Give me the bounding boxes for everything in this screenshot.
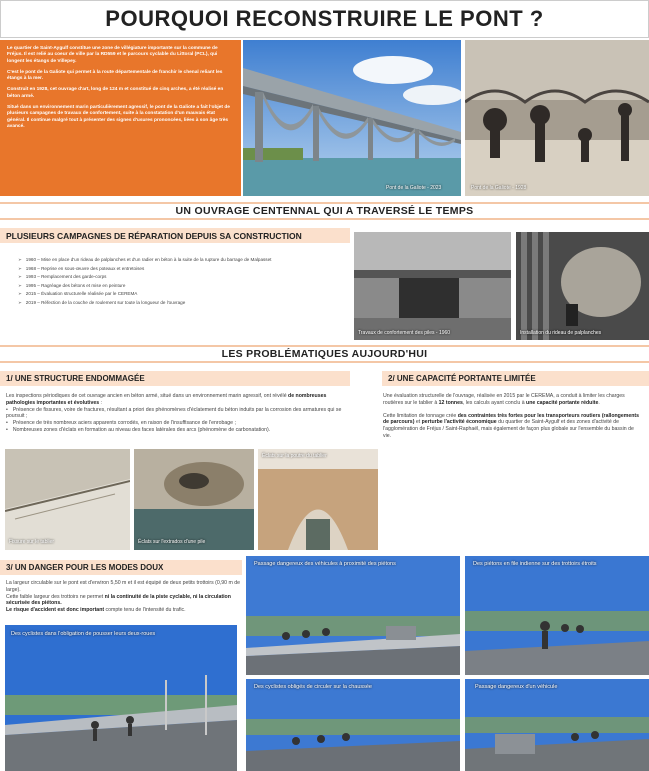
- campaigns-heading: PLUSIEURS CAMPAGNES DE RÉPARATION DEPUIS SA CONSTRUCTION: [0, 228, 350, 243]
- works-1960-illustration: [354, 232, 511, 340]
- campaign-item: ➢ 1960 – Mise en place d'un rideau de palplanches et d'un radier en béton à la suite de la rupture du barrage de Malpasset: [18, 256, 348, 265]
- caption-bridge-2023: Pont de la Galiote - 2023: [386, 185, 442, 191]
- intro-panel: [0, 40, 241, 196]
- pietons-file-illustration: [465, 556, 649, 675]
- photo-rideau: [516, 232, 649, 340]
- photo-works-1960: [354, 232, 511, 340]
- caption-eclats-tablier: Éclats sur la poutre du tablier: [262, 453, 327, 459]
- structure-text: [6, 393, 354, 434]
- photo-fissure: [5, 449, 130, 550]
- campaign-item: ➢ 1968 – Reprise en sous-œuvre des poteaux et entretoises: [18, 265, 348, 274]
- campaigns-list: [18, 256, 348, 307]
- caption-bridge-1928: Pont de la Galiote - 1928: [471, 185, 527, 191]
- capacity-p2-d: perturbe l'activité économique: [421, 419, 497, 426]
- capacity-p2-b: des contraintes très fortes pour les transporteurs routiers (rallongements de parcours): [383, 412, 640, 426]
- danger-p1-c: ni la continuité de la piste cyclable, ni la circulation sécurisée des piétons.: [6, 593, 231, 607]
- caption-cyclistes-pousser: Des cyclistes dans l'obligation de pousser leurs deux-roues: [11, 631, 156, 637]
- danger-p1-e: compte tenu de l'intensité du trafic.: [104, 607, 186, 614]
- section-band-centennial: [0, 202, 649, 220]
- pietons-danger-illustration: [246, 556, 460, 675]
- intro-p2: C'est le pont de la Galiote qui permet à la route départementale de franchir le chenal reliant les étangs à la mer.: [7, 69, 223, 82]
- capacity-p1-a: Une évaluation structurelle de l'ouvrage, réalisée en 2015 par le CEREMA, a conduit à limiter les charges routières sur le tablier à: [383, 393, 625, 406]
- bridge-2023-illustration: [243, 40, 461, 196]
- vehicule-illustration: [465, 679, 649, 771]
- capacity-text: [383, 393, 643, 440]
- photo-pietons-file: [465, 556, 649, 675]
- campaign-item: ➢ 2019 – Réfection de la couche de roulement sur toute la longueur de l'ouvrage: [18, 299, 348, 308]
- structure-intro-c: :: [99, 399, 102, 406]
- photo-bridge-1928: [465, 40, 649, 196]
- section-band-issues: [0, 345, 649, 363]
- caption-fissure: Fissure sur le tablier: [9, 539, 55, 545]
- caption-works-1960: Travaux de confortement des piles - 1960: [358, 330, 451, 336]
- capacity-p1-e: .: [598, 399, 600, 406]
- structure-intro-a: Les inspections périodiques de cet ouvrage ancien en béton armé, situé dans un environnement marin agressif, ont révélé: [6, 393, 289, 399]
- photo-pietons-danger: [246, 556, 460, 675]
- eclats-arc-illustration: [134, 449, 254, 550]
- photo-bridge-2023: [243, 40, 461, 196]
- structure-bullet: • Présence de fissures, voire de fractures, résultant a priori des phénomènes d'éclatement du béton induits par la corrosion des armatures qui se poursuit ;: [6, 407, 354, 421]
- capacity-p1-c: , les calculs ayant conclu à: [462, 399, 527, 406]
- campaign-item: ➢ 2015 – Évaluation structurelle réalisée par le CEREMA: [18, 290, 348, 299]
- caption-eclats-arc: Éclats sur l'extrados d'une pile: [138, 539, 206, 545]
- capacity-p2-c: et: [414, 419, 422, 426]
- capacity-p1: [383, 393, 643, 407]
- photo-vehicule: [465, 679, 649, 771]
- band-centennial-text: UN OUVRAGE CENTENNAL QUI A TRAVERSÉ LE TEMPS: [175, 205, 474, 217]
- cyclistes-pousser-illustration: [5, 625, 237, 771]
- capacity-p1-b: 12 tonnes: [438, 399, 463, 406]
- danger-heading: 3/ UN DANGER POUR LES MODES DOUX: [0, 560, 242, 575]
- danger-p1-d: Le risque d'accident est donc important: [6, 607, 105, 614]
- page-title: POURQUOI RECONSTRUIRE LE PONT ?: [105, 6, 544, 31]
- photo-cyclistes-chaussee: [246, 679, 460, 771]
- caption-rideau: Installation du rideau de palplanches: [520, 330, 602, 336]
- danger-p1-a: La largeur circulable sur le pont est d'environ 5,50 m et il est équipé de deux petits trottoirs (0,90 m de large).: [6, 580, 240, 593]
- caption-vehicule: Passage dangereux d'un véhicule: [475, 684, 558, 690]
- eclats-tablier-illustration: [258, 449, 378, 550]
- photo-eclats-arc: [134, 449, 254, 550]
- capacity-p1-d: une capacité portante réduite: [526, 399, 599, 406]
- structure-bullet: • Nombreuses zones d'éclats en formation au niveau des faces latérales des arcs (phénomène de carbonatation).: [6, 427, 354, 434]
- rideau-illustration: [516, 232, 649, 340]
- campaign-item: ➢ 1993 – Remplacement des garde-corps: [18, 273, 348, 282]
- intro-p1: Le quartier de Saint-Aygulf constitue une zone de villégiature importante sur la commune de Fréjus. Il est relié au coeur de ville par la RD559 et le parcours cyclable du Littoral (PCL), qui longent les étangs de Villepey.: [7, 46, 218, 64]
- caption-cyclistes-chaussee: Des cyclistes obligés de circuler sur la chaussée: [254, 684, 372, 690]
- photo-eclats-tablier: [258, 449, 378, 550]
- intro-p3: Construit en 1928, cet ouvrage d'art, long de 124 m et constitué de cinq arches, a été réalisé en béton armé.: [7, 87, 224, 99]
- fissure-illustration: [5, 449, 130, 550]
- campaign-item: ➢ 1995 – Ragréage des bétons et mise en peinture: [18, 282, 348, 291]
- danger-p1-b: Cette faible largeur des trottoirs ne permet: [6, 593, 105, 600]
- bridge-1928-illustration: [465, 40, 649, 196]
- structure-bullet: • Présence de très nombreux aciers apparents corrodés, en raison de l'insuffisance de l'enrobage ;: [6, 420, 354, 427]
- title-bar: [0, 0, 649, 38]
- capacity-p2-e: du quartier de Saint-Aygulf et des zones d'activité de l'agglomération de Fréjus / Saint-Raphaël, mais également de façon plus globale sur l'ensemble du bassin de vie.: [383, 419, 634, 439]
- danger-text: [6, 580, 242, 614]
- capacity-p2-a: Cette limitation de tonnage crée: [383, 412, 458, 419]
- caption-pietons-danger: Passage dangereux des véhicules à proximité des piétons: [254, 561, 396, 567]
- structure-heading: 1/ UNE STRUCTURE ENDOMMAGÉE: [0, 371, 350, 386]
- cyclistes-chaussee-illustration: [246, 679, 460, 771]
- structure-intro-b: de nombreuses pathologies importantes et évolutives: [6, 393, 327, 406]
- intro-p4: Situé dans un environnement marin particulièrement agressif, le pont de la Galiote a fait l'objet de plusieurs campagnes de travaux de confortement, suite à la constatation d'un mauvais état général. Il continue malgré tout à présenter des signes d'usures prononcées, liées à son âge très avancé.: [7, 105, 230, 129]
- band-issues-text: LES PROBLÉMATIQUES AUJOURD'HUI: [221, 348, 428, 360]
- capacity-p2: [383, 413, 643, 440]
- caption-pietons-file: Des piétons en file indienne sur des trottoirs étroits: [473, 561, 597, 567]
- capacity-heading: 2/ UNE CAPACITÉ PORTANTE LIMITÉE: [382, 371, 649, 386]
- photo-cyclistes-pousser: [5, 625, 237, 771]
- structure-bullets: [6, 407, 354, 434]
